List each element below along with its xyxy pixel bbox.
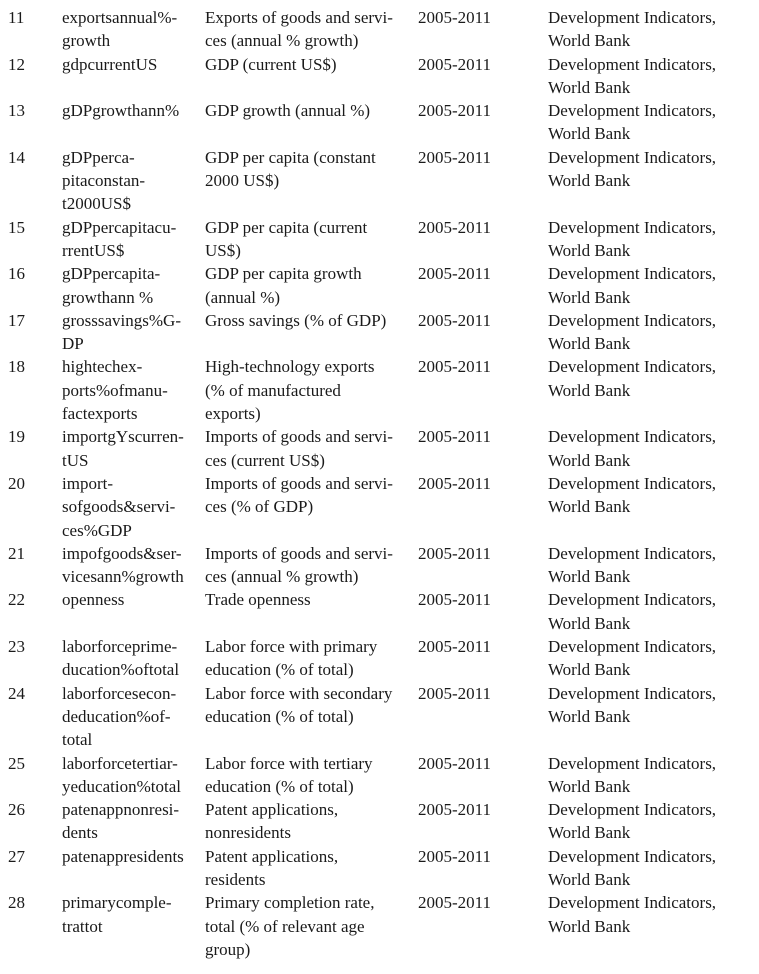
row-number: 15: [8, 217, 25, 237]
data-source: Development Indicators, World Bank: [548, 357, 717, 400]
row-number: 22: [8, 590, 25, 610]
variable-name: primarycomple- trattot: [62, 893, 172, 936]
row-number: 12: [8, 54, 25, 74]
data-source: Development Indicators, World Bank: [548, 753, 717, 796]
table-row: [0, 635, 759, 682]
year-range: 2005-2011: [418, 54, 492, 74]
indicator-description: Labor force with tertiary education (% of total): [205, 753, 373, 796]
data-source: Development Indicators, World Bank: [548, 893, 717, 936]
data-source: Development Indicators, World Bank: [548, 683, 717, 726]
indicator-table: [0, 6, 759, 961]
row-number: 23: [8, 637, 25, 657]
row-number: 17: [8, 310, 25, 330]
indicator-description: Patent applications, nonresidents: [205, 800, 339, 843]
row-number: 28: [8, 893, 25, 913]
data-source: Development Indicators, World Bank: [548, 427, 717, 470]
variable-name: openness: [62, 590, 125, 610]
indicator-description: Imports of goods and servi- ces (annual % growth): [205, 543, 393, 587]
table-row: [0, 798, 759, 845]
row-number: 27: [8, 846, 25, 866]
table-row: [0, 588, 759, 635]
table-row: [0, 472, 759, 542]
row-number: 18: [8, 357, 25, 377]
variable-name: patenappnonresi- dents: [62, 800, 180, 843]
year-range: 2005-2011: [418, 473, 492, 493]
data-source: Development Indicators, World Bank: [548, 54, 717, 97]
row-number: 13: [8, 101, 25, 121]
data-source: Development Indicators, World Bank: [548, 800, 717, 843]
year-range: 2005-2011: [418, 846, 492, 866]
data-source: Development Indicators, World Bank: [548, 310, 717, 354]
year-range: 2005-2011: [418, 357, 492, 377]
indicator-description: GDP per capita (current US$): [205, 217, 368, 260]
row-number: 25: [8, 753, 25, 773]
year-range: 2005-2011: [418, 753, 492, 773]
row-number: 11: [8, 8, 25, 27]
indicator-description: Patent applications, residents: [205, 846, 339, 889]
indicator-description: Exports of goods and servi- ces (annual % growth): [205, 8, 393, 51]
data-source: Development Indicators, World Bank: [548, 264, 717, 307]
indicator-description: GDP (current US$): [205, 54, 337, 74]
variable-name: patenappresidents: [62, 846, 184, 866]
variable-name: gDPpercapitacu- rrentUS$: [62, 217, 177, 260]
variable-name: impofgoods&ser- vicesann%growth: [62, 543, 184, 587]
variable-name: gDPpercapita- growthann %: [62, 264, 161, 307]
table-row: [0, 216, 759, 263]
variable-name: exportsannual%- growth: [62, 8, 178, 51]
table-row: [0, 891, 759, 961]
indicator-description: GDP per capita growth (annual %): [205, 264, 362, 307]
variable-name: gDPgrowthann%: [62, 101, 180, 121]
year-range: 2005-2011: [418, 637, 492, 657]
year-range: 2005-2011: [418, 800, 492, 820]
data-source: Development Indicators, World Bank: [548, 147, 717, 191]
variable-name: laborforcetertiar- yeducation%total: [62, 753, 181, 796]
data-source: Development Indicators, World Bank: [548, 8, 717, 51]
table-row: [0, 146, 759, 216]
year-range: 2005-2011: [418, 264, 492, 284]
data-source: Development Indicators, World Bank: [548, 637, 717, 680]
table-row: [0, 845, 759, 892]
data-source: Development Indicators, World Bank: [548, 101, 717, 144]
indicator-description: Imports of goods and servi- ces (current US$): [205, 427, 393, 470]
year-range: 2005-2011: [418, 310, 492, 330]
indicator-description: High-technology exports (% of manufactured exports): [205, 357, 375, 424]
variable-name: grosssavings%G- DP: [62, 310, 181, 354]
indicator-description: Imports of goods and servi- ces (% of GDP): [205, 473, 393, 517]
year-range: 2005-2011: [418, 427, 492, 447]
data-source: Development Indicators, World Bank: [548, 846, 717, 889]
row-number: 20: [8, 473, 25, 493]
data-source: Development Indicators, World Bank: [548, 473, 717, 517]
table-row: [0, 425, 759, 472]
variable-name: gdpcurrentUS: [62, 54, 158, 74]
variable-name: import- sofgoods&servi- ces%GDP: [62, 473, 176, 540]
row-number: 26: [8, 800, 25, 820]
indicator-description: Labor force with primary education (% of total): [205, 637, 378, 680]
row-number: 21: [8, 543, 25, 563]
variable-name: laborforceprime- ducation%oftotal: [62, 637, 180, 680]
table-row: [0, 355, 759, 425]
table-row: [0, 309, 759, 356]
indicator-description: GDP per capita (constant 2000 US$): [205, 147, 376, 191]
table-row: [0, 53, 759, 100]
data-source: Development Indicators, World Bank: [548, 590, 717, 633]
year-range: 2005-2011: [418, 101, 492, 121]
variable-name: hightechex- ports%ofmanu- factexports: [62, 357, 168, 424]
year-range: 2005-2011: [418, 590, 492, 610]
indicator-description: Primary completion rate, total (% of relevant age group): [205, 893, 375, 959]
year-range: 2005-2011: [418, 893, 492, 913]
variable-name: gDPperca- pitaconstan- t2000US$: [62, 147, 146, 214]
year-range: 2005-2011: [418, 8, 492, 27]
indicator-description: Labor force with secondary education (% of total): [205, 683, 393, 726]
indicator-description: Trade openness: [205, 590, 311, 610]
table-row: [0, 99, 759, 146]
row-number: 14: [8, 147, 25, 167]
table-row: [0, 542, 759, 589]
row-number: 24: [8, 683, 25, 703]
data-source: Development Indicators, World Bank: [548, 543, 717, 587]
row-number: 16: [8, 264, 25, 284]
variable-name: laborforcesecon- deducation%of- total: [62, 683, 177, 750]
indicator-description: Gross savings (% of GDP): [205, 310, 387, 330]
variable-name: importgYscurren- tUS: [62, 427, 184, 470]
table-row: [0, 682, 759, 752]
row-number: 19: [8, 427, 25, 447]
indicator-description: GDP growth (annual %): [205, 101, 371, 121]
table-row: [0, 6, 759, 53]
year-range: 2005-2011: [418, 147, 492, 167]
table-row: [0, 262, 759, 309]
year-range: 2005-2011: [418, 543, 492, 563]
table-row: [0, 752, 759, 799]
data-source: Development Indicators, World Bank: [548, 217, 717, 260]
year-range: 2005-2011: [418, 683, 492, 703]
year-range: 2005-2011: [418, 217, 492, 237]
